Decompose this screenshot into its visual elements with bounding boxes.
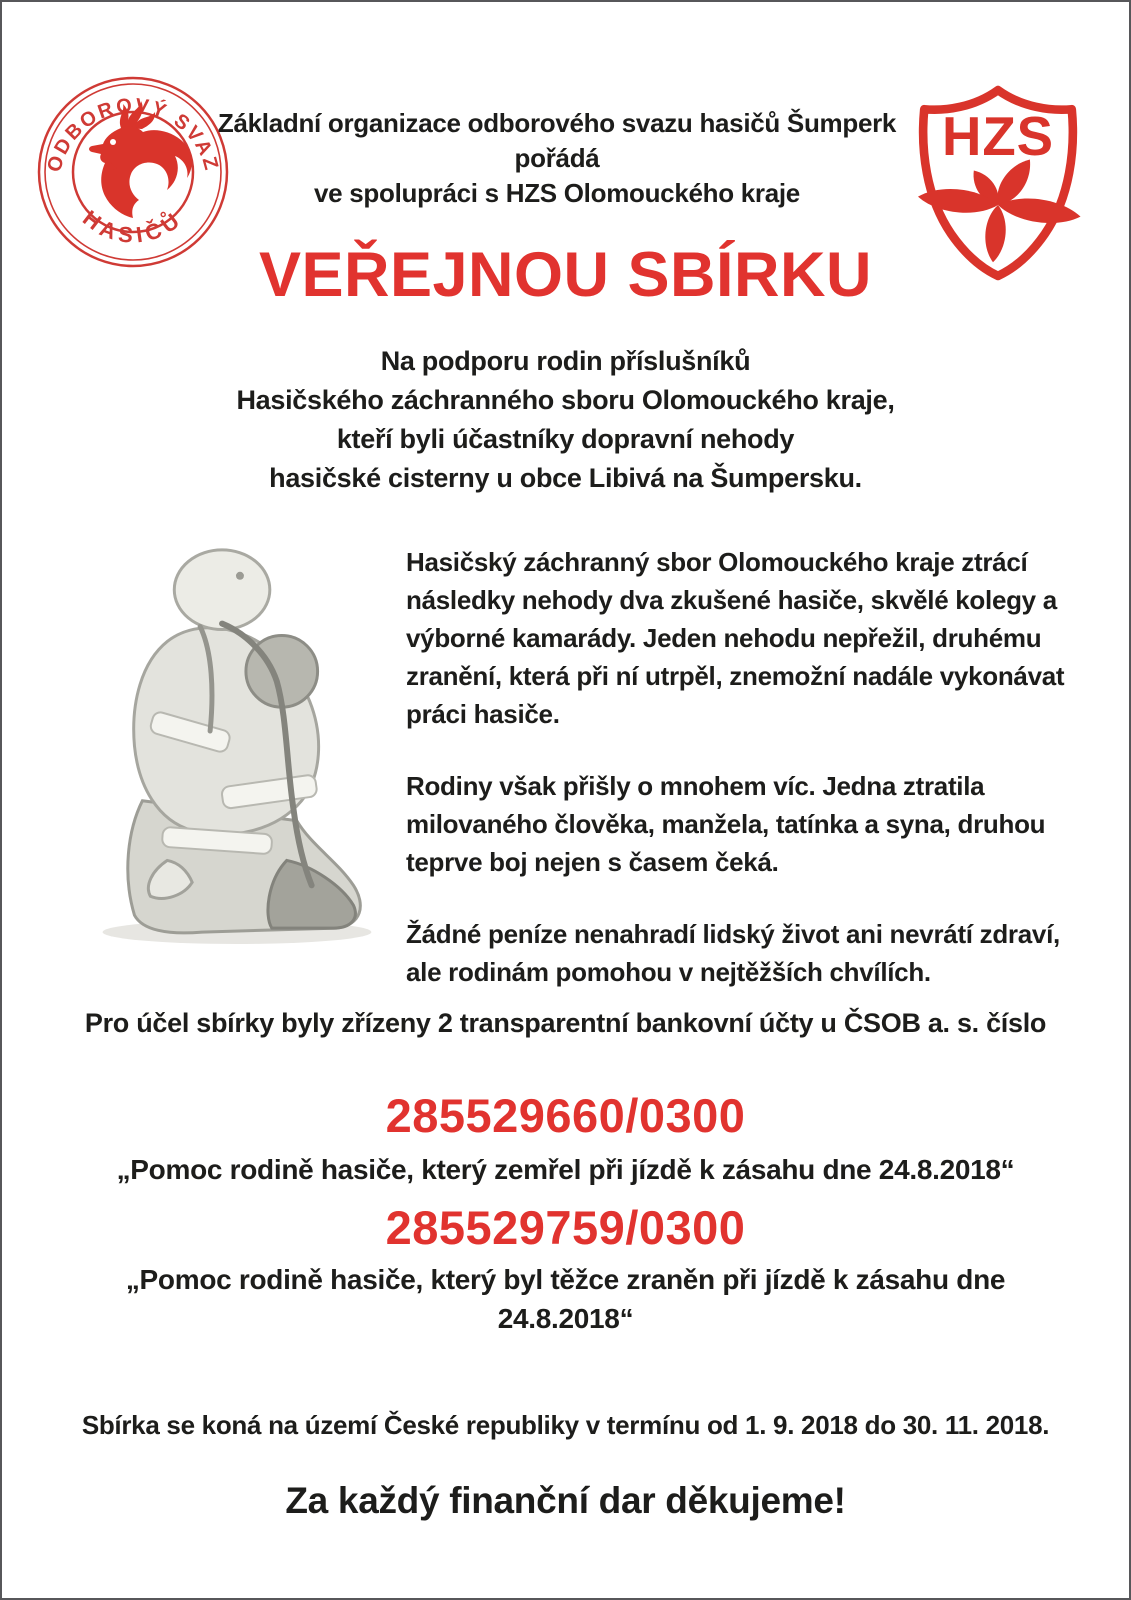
page-title: VEŘEJNOU SBÍRKU (258, 240, 873, 310)
organizer-line-3: ve spolupráci s HZS Olomouckého kraje (314, 178, 800, 208)
organizer-text (207, 106, 907, 211)
story-section (72, 532, 1078, 991)
intro-line-4: hasičské cisterny u obce Libivá na Šumpersku. (269, 463, 862, 493)
seal-bottom-text: HASIČŮ (78, 205, 188, 248)
kneeling-firefighter-icon (72, 532, 392, 950)
firefighter-sketch (72, 532, 392, 991)
paragraph-3: Žádné peníze nenahradí lidský život ani nevrátí zdraví, ale rodinám pomohou v nejtěžších chvílích. (406, 919, 1060, 987)
intro-line-1: Na podporu rodin příslušníků (380, 346, 751, 376)
intro-line-3: kteří byli účastníky dopravní nehody (336, 424, 795, 454)
story-paragraphs (392, 532, 1078, 991)
account-purpose-1: „Pomoc rodině hasiče, který zemřel při jízdě k zásahu dne 24.8.2018“ (116, 1154, 1015, 1185)
intro-text (2, 342, 1129, 498)
collection-duration: Sbírka se koná na území České republiky v termínu od 1. 9. 2018 do 30. 11. 2018. (81, 1410, 1050, 1440)
account-number-1: 285529660/0300 (385, 1089, 746, 1142)
account-purpose-2: „Pomoc rodině hasiče, který byl těžce zraněn při jízdě k zásahu dne 24.8.2018“ (125, 1264, 1006, 1334)
intro-line-2: Hasičského záchranného sboru Olomouckého kraje, (236, 385, 895, 415)
organizer-line-2: pořádá (514, 143, 600, 173)
thanks-message: Za každý finanční dar děkujeme! (285, 1480, 846, 1521)
seal-top-text: ODBOROVÝ SVAZ (43, 94, 223, 175)
hzs-text: HZS (941, 106, 1055, 168)
account-number-2: 285529759/0300 (385, 1201, 746, 1254)
organizer-line-1: Základní organizace odborového svazu hasičů Šumperk (217, 108, 897, 138)
helmet (174, 550, 270, 630)
accounts-intro: Pro účel sbírky byly zřízeny 2 transparentní bankovní účty u ČSOB a. s. číslo (84, 1008, 1047, 1038)
paragraph-2: Rodiny však přišly o mnohem víc. Jedna ztratila milovaného člověka, manžela, tatínka a syna, druhou teprve boj nejen s časem čeká. (406, 771, 1046, 877)
paragraph-1: Hasičský záchranný sbor Olomouckého kraje ztrácí následky nehody dva zkušené hasiče, skvělé kolegy a výborné kamarády. Jeden nehodu nepřežil, druhému zranění, která při ní utrpěl, znemožní nadále vykonávat práci hasiče. (406, 547, 1065, 729)
